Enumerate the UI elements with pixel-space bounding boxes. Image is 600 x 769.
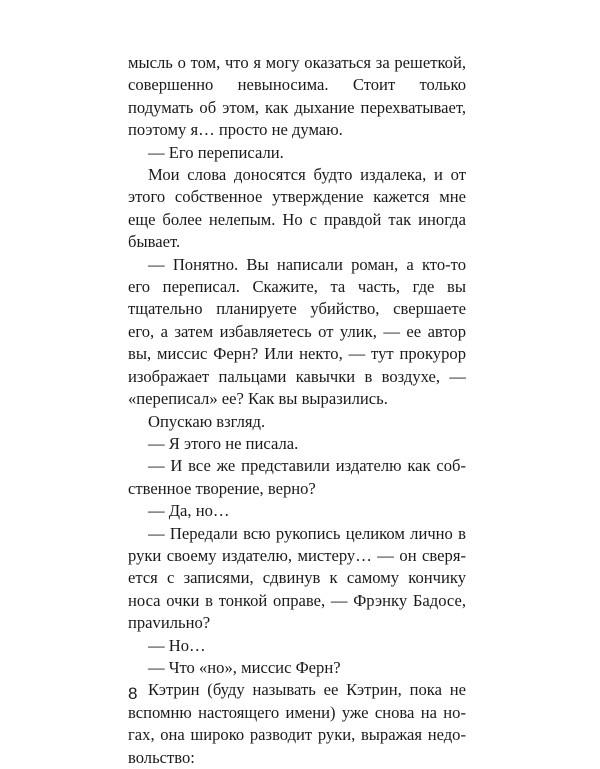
paragraph-3: Мои слова доносятся будто издалека, и от этого собственное утверждение кажется мне еще более нелепым. Но с правдой так иногда бывает. <box>128 165 466 252</box>
paragraph-10: — Но… <box>148 635 206 655</box>
body-text <box>128 52 466 769</box>
paragraph-6: — Я этого не писала. <box>148 433 299 453</box>
paragraph-1: мысль о том, что я могу оказаться за решеткой, совершенно невыносима. Стоит только подумать об этом, как дыхание перехватывает, поэтому я… просто не думаю. <box>128 53 466 140</box>
paragraph-11: — Что «но», миссис Ферн? <box>148 657 341 677</box>
paragraph-9: — Передали всю рукопись целиком лично в руки своему издателю, мистеру… — он сверяется с записями, сдвинув к самому кончику носа очки в тонкой оправе, — Фрэнку Бадосе, праvильно? <box>128 523 466 633</box>
paragraph-2: — Его переписали. <box>148 142 284 162</box>
paragraph-7: — И все же представили издателю как собственное творение, верно? <box>128 456 466 498</box>
page-number: 8 <box>128 684 138 703</box>
paragraph-12: Кэтрин (буду называть ее Кэтрин, пока не вспомню настоящего имени) уже снова на ногах, она широко разводит руки, выражая недовольство: <box>128 680 466 767</box>
paragraph-8: — Да, но… <box>148 501 230 521</box>
paragraph-4: — Понятно. Вы написали роман, а кто-то его переписал. Скажите, та часть, где вы тщательно планируете убийство, свершаете его, а затем избавляетесь от улик, — ее автор вы, миссис Ферн? Или некто, — тут прокурор изображает пальцами кавычки в воздухе, — «переписал» ее? Как вы выразились. <box>128 254 466 409</box>
paragraph-5: Опускаю взгляд. <box>148 411 266 431</box>
